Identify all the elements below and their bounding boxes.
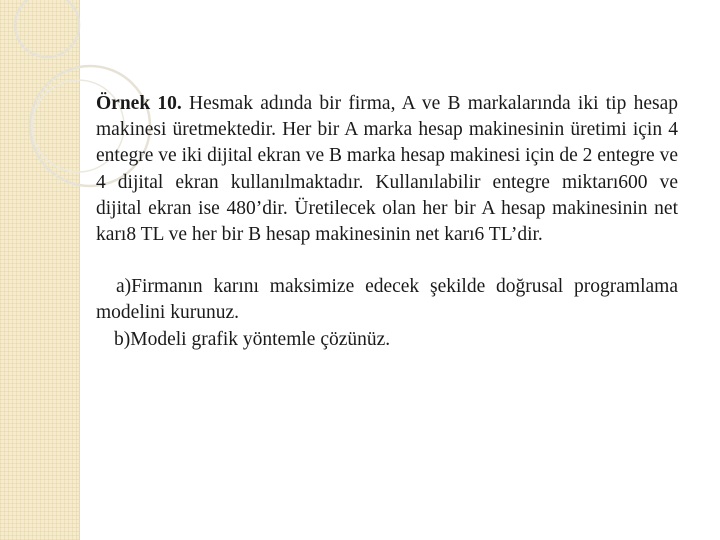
example-label: Örnek 10. [96,93,182,114]
example-paragraph [96,91,678,248]
decorative-side-panel [0,0,80,540]
slide-body [96,91,678,353]
question-a: a)Firmanın karını maksimize edecek şekilde doğrusal programlama modelini kurunuz. [96,276,678,324]
example-text: Hesmak adında bir firma, A ve B markalarında iki tip hesap makinesi üretmektedir. Her bir A marka hesap makinesinin üretimi için 4 entegre ve iki dijital ekran ve B marka hesap makinesi için de 2 entegre ve 4 dijital ekran kullanılmaktadır. Kullanılabilir entegre miktarı600 ve dijital ekran ise 480’dir. Üretilecek olan her bir A hesap makinesinin net karı8 TL ve her bir B hesap makinesinin net karı6 TL’dir. [96,93,678,246]
question-b: b)Modeli grafik yöntemle çözünüz. [114,328,391,350]
